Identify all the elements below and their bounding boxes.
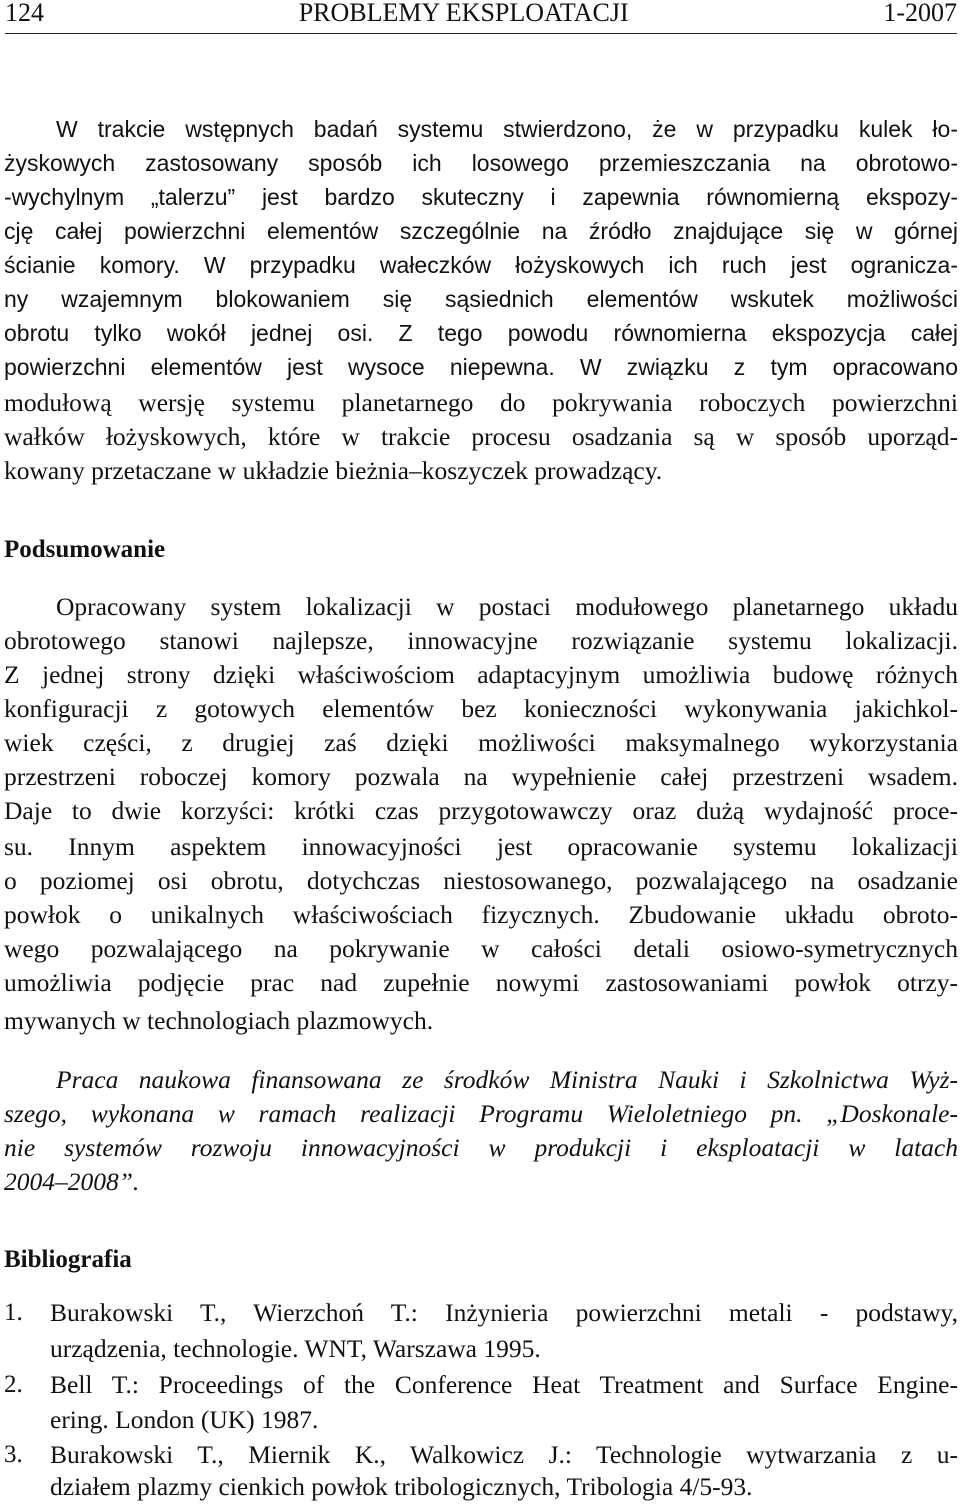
intro-line: -wychylnym „talerzu” jest bardzo skuteczny i zapewnia równomierną ekspozy- [4,184,958,210]
bibliography-number: 1. [4,1299,23,1326]
running-header [5,0,957,28]
summary-line: obrotowego stanowi najlepsze, innowacyjne rozwiązanie systemu lokalizacji. [4,626,958,655]
section-heading-bibliography: Bibliografia [4,1246,132,1273]
summary-line: wiek części, z drugiej zaś dzięki możliwości maksymalnego wykorzystania [4,728,958,757]
journal-title: PROBLEMY EKSPLOATACJI [298,0,629,27]
summary-line: o poziomej osi obrotu, dotychczas niestosowanego, pozwalającego na osadzanie [4,866,958,895]
issue-number: 1-2007 [883,0,957,27]
intro-line: cję całej powierzchni elementów szczególnie na źródło znajdujące się w górnej [4,218,958,244]
page-number: 124 [5,0,44,27]
bibliography-entry-line: Burakowski T., Wierzchoń T.: Inżynieria powierzchni metali - podstawy, [50,1298,958,1327]
summary-line: powłok o unikalnych właściwościach fizycznych. Zbudowanie układu obroto- [4,900,958,929]
header-rule [5,33,957,34]
intro-line: kowany przetaczane w układzie bieżnia–koszyczek prowadzący. [4,456,663,485]
intro-line: żyskowych zastosowany sposób ich losowego przemieszczania na obrotowo- [4,150,958,176]
acknowledgement-line: nie systemów rozwoju innowacyjności w produkcji i eksploatacji w latach [4,1133,958,1162]
summary-line: su. Innym aspektem innowacyjności jest opracowanie systemu lokalizacji [4,832,958,861]
summary-line: Daje to dwie korzyści: krótki czas przygotowawczy oraz dużą wydajność proce- [4,796,958,825]
bibliography-number: 2. [4,1371,23,1398]
summary-line: Z jednej strony dzięki właściwościom adaptacyjnym umożliwia budowę różnych [4,660,958,689]
summary-line: mywanych w technologiach plazmowych. [4,1006,434,1035]
bibliography-entry-line: urządzenia, technologie. WNT, Warszawa 1995. [50,1334,541,1363]
acknowledgement-line: Praca naukowa finansowana ze środków Ministra Nauki i Szkolnictwa Wyż- [56,1065,958,1094]
intro-line: wałków łożyskowych, które w trakcie procesu osadzania są w sposób uporząd- [4,422,958,451]
intro-line: ny wzajemnym blokowaniem się sąsiednich elementów wskutek możliwości [4,286,958,312]
bibliography-entry-line: Burakowski T., Miernik K., Walkowicz J.: Technologie wytwarzania z u- [50,1440,958,1469]
acknowledgement-line: szego, wykonana w ramach realizacji Programu Wieloletniego pn. „Doskonale- [4,1099,958,1128]
intro-line: W trakcie wstępnych badań systemu stwierdzono, że w przypadku kulek ło- [56,116,958,142]
section-heading-summary: Podsumowanie [4,536,166,563]
bibliography-entry-line: ering. London (UK) 1987. [50,1405,319,1434]
intro-line: powierzchni elementów jest wysoce niepewna. W związku z tym opracowano [4,354,958,380]
summary-line: konfiguracji z gotowych elementów bez konieczności wykonywania jakichkol- [4,694,958,723]
bibliography-number: 3. [4,1441,23,1468]
summary-line: wego pozwalającego na pokrywanie w całości detali osiowo-symetrycznych [4,934,958,963]
bibliography-entry-line: Bell T.: Proceedings of the Conference Heat Treatment and Surface Engine- [50,1370,958,1399]
intro-line: obrotu tylko wokół jednej osi. Z tego powodu równomierna ekspozycja całej [4,320,958,346]
summary-line: przestrzeni roboczej komory pozwala na wypełnienie całej przestrzeni wsadem. [4,762,958,791]
summary-line: Opracowany system lokalizacji w postaci modułowego planetarnego układu [56,592,958,621]
summary-line: umożliwia podjęcie prac nad zupełnie nowymi zastosowaniami powłok otrzy- [4,968,958,997]
intro-line: ścianie komory. W przypadku wałeczków łożyskowych ich ruch jest ogranicza- [4,252,958,278]
intro-line: modułową wersję systemu planetarnego do pokrywania roboczych powierzchni [4,388,958,417]
bibliography-entry-line: działem plazmy cienkich powłok tribologicznych, Tribologia 4/5-93. [50,1472,753,1501]
acknowledgement-line: 2004–2008”. [4,1167,140,1196]
